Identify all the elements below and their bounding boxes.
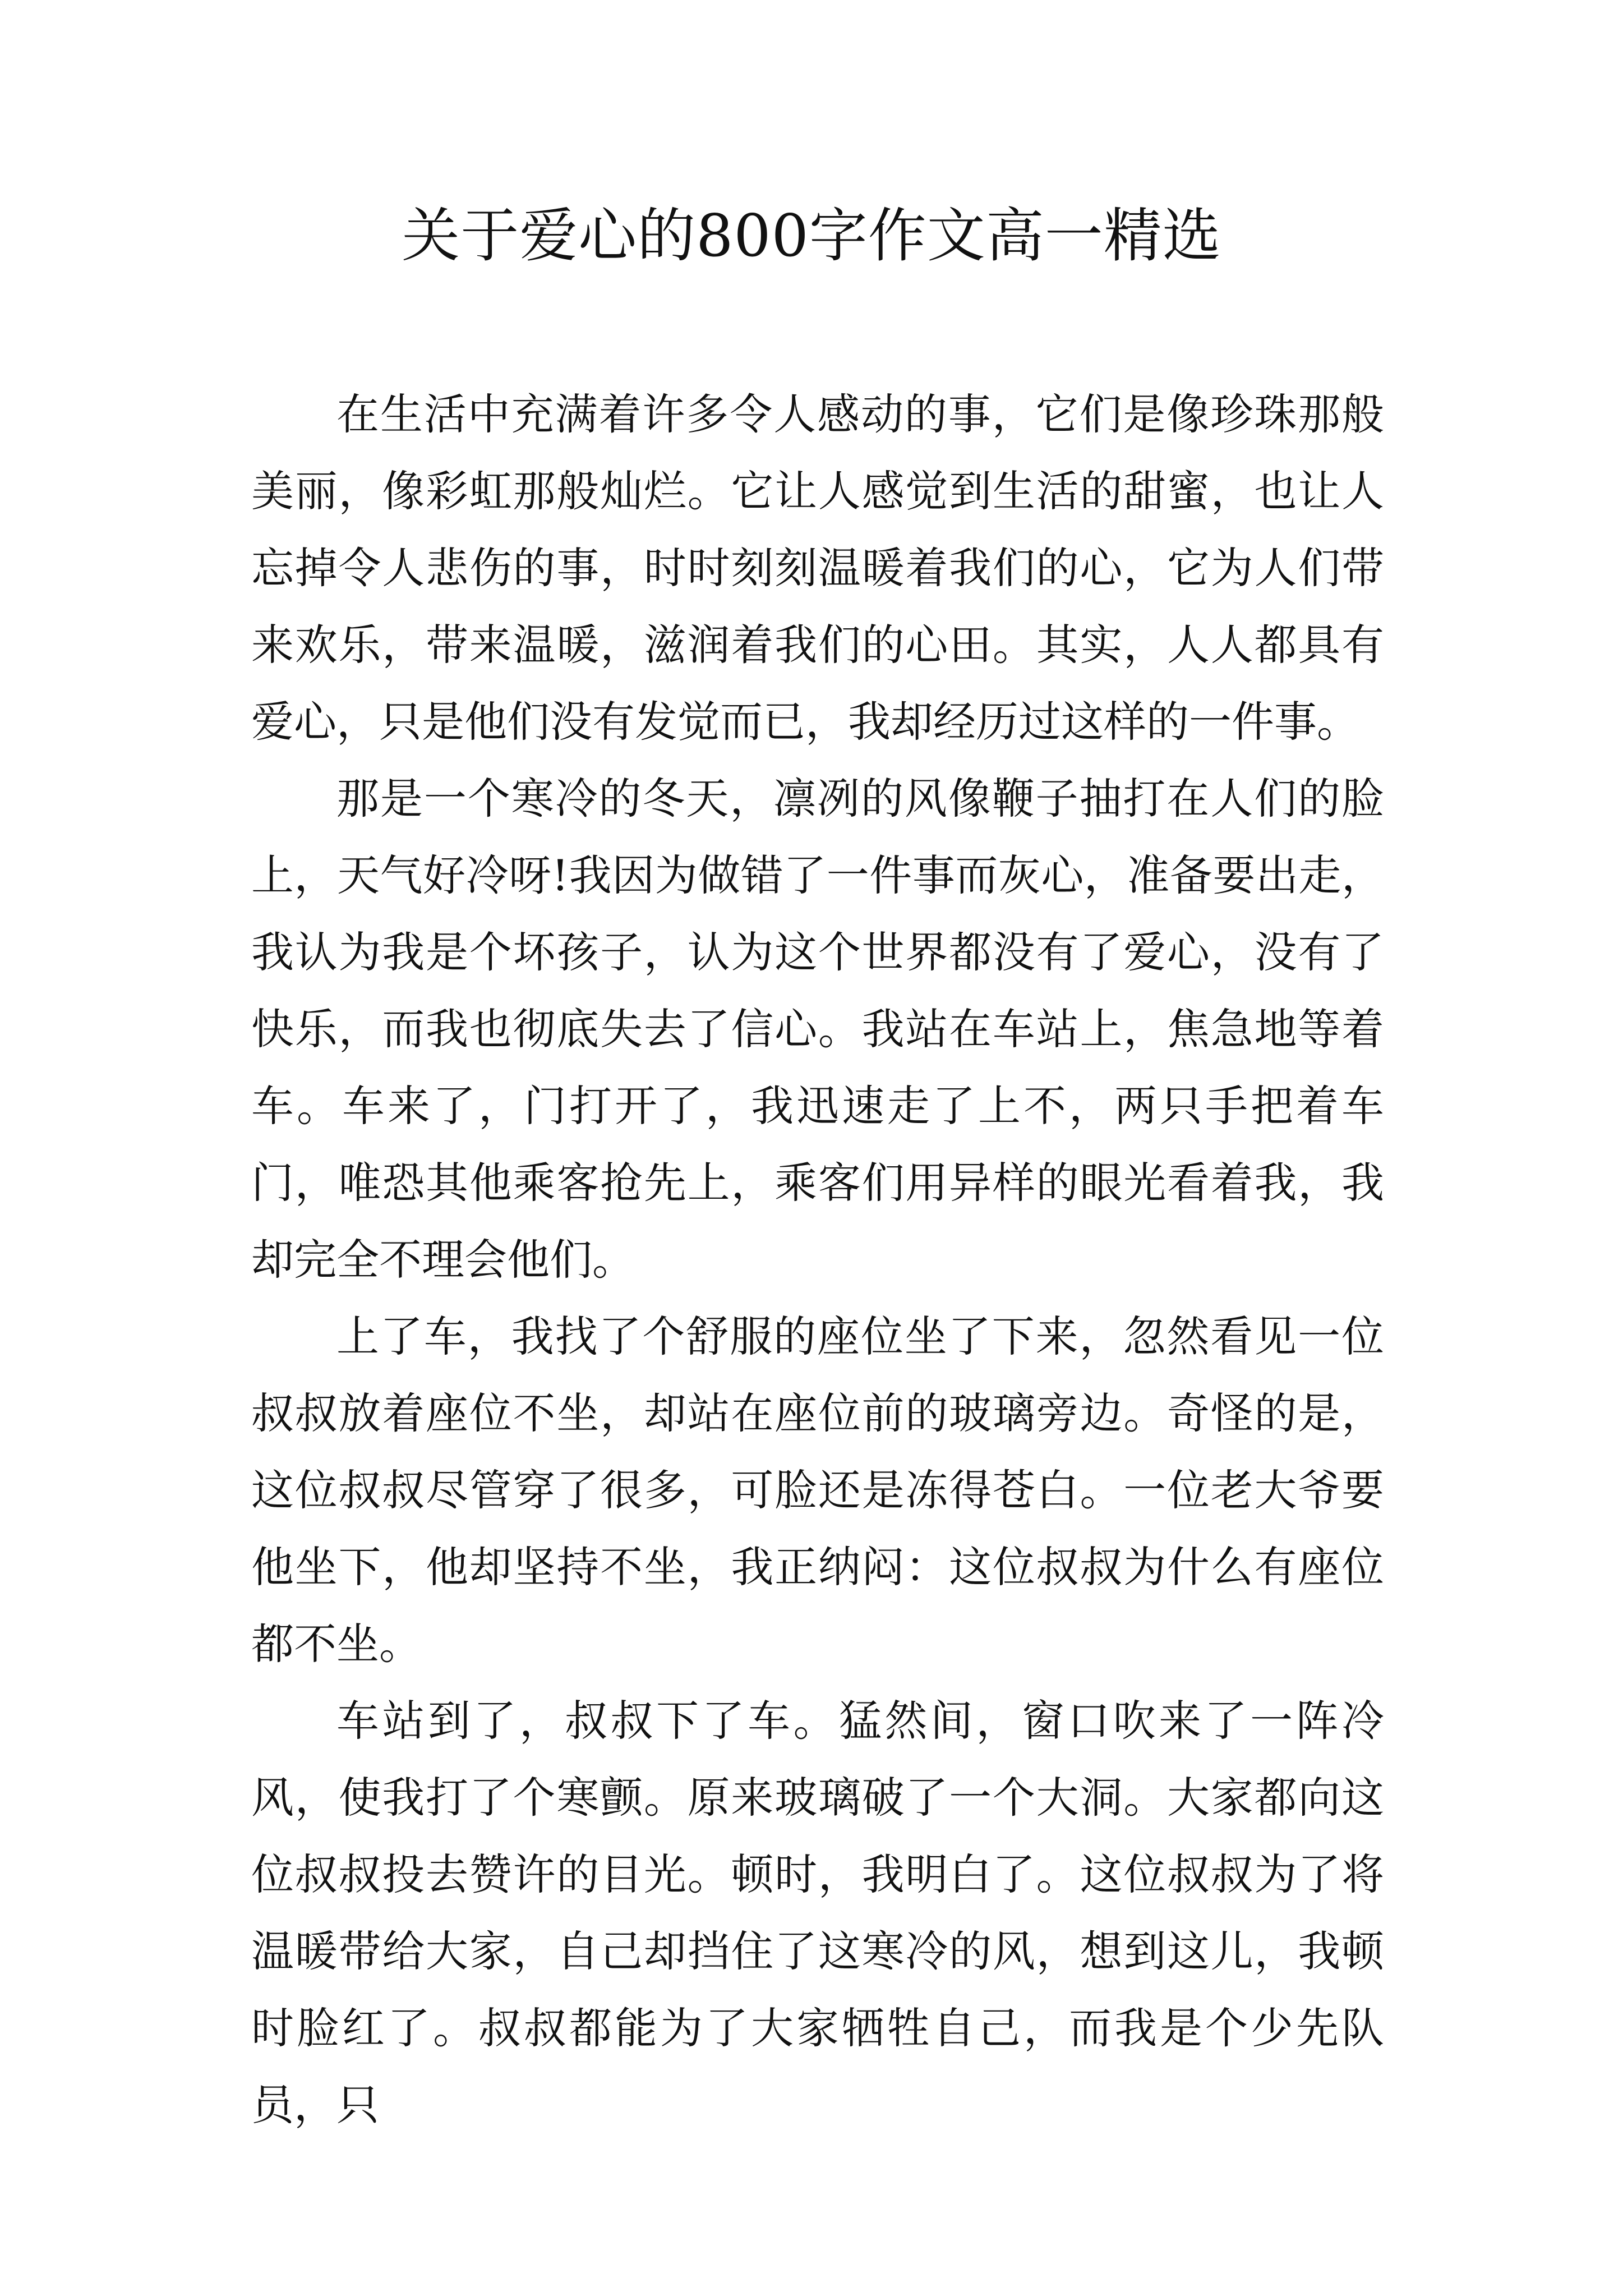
paragraph-4: 车站到了，叔叔下了车。猛然间，窗口吹来了一阵冷风，使我打了个寒颤。原来玻璃破了一个大洞。大家都向这位叔叔投去赞许的目光。顿时，我明白了。这位叔叔为了将温暖带给大家，自己却挡住了这寒冷的风，想到这儿，我顿时脸红了。叔叔都能为了大家牺牲自己，而我是个少先队员，只 bbox=[251, 1696, 1384, 2130]
paragraph-1: 在生活中充满着许多令人感动的事，它们是像珍珠那般美丽，像彩虹那般灿烂。它让人感觉到生活的甜蜜，也让人忘掉令人悲伤的事，时时刻刻温暖着我们的心，它为人们带来欢乐，带来温暖，滋润着我们的心田。其实，人人都具有爱心，只是他们没有发觉而已，我却经历过这样的一件事。 bbox=[251, 389, 1384, 747]
document-body bbox=[251, 376, 1384, 2143]
paragraph-2: 那是一个寒冷的冬天，凛冽的风像鞭子抽打在人们的脸上，天气好冷呀!我因为做错了一件事而灰心，准备要出走，我认为我是个坏孩子，认为这个世界都没有了爱心，没有了快乐，而我也彻底失去了信心。我站在车站上，焦急地等着车。车来了，门打开了，我迅速走了上不，两只手把着车门，唯恐其他乘客抢先上，乘客们用异样的眼光看着我，我却完全不理会他们。 bbox=[251, 774, 1384, 1285]
paragraph-3: 上了车，我找了个舒服的座位坐了下来，忽然看见一位叔叔放着座位不坐，却站在座位前的玻璃旁边。奇怪的是，这位叔叔尽管穿了很多，可脸还是冻得苍白。一位老大爷要他坐下，他却坚持不坐，我正纳闷：这位叔叔为什么有座位都不坐。 bbox=[251, 1312, 1384, 1669]
document-title: 关于爱心的800字作文高一精选 bbox=[402, 201, 1221, 270]
